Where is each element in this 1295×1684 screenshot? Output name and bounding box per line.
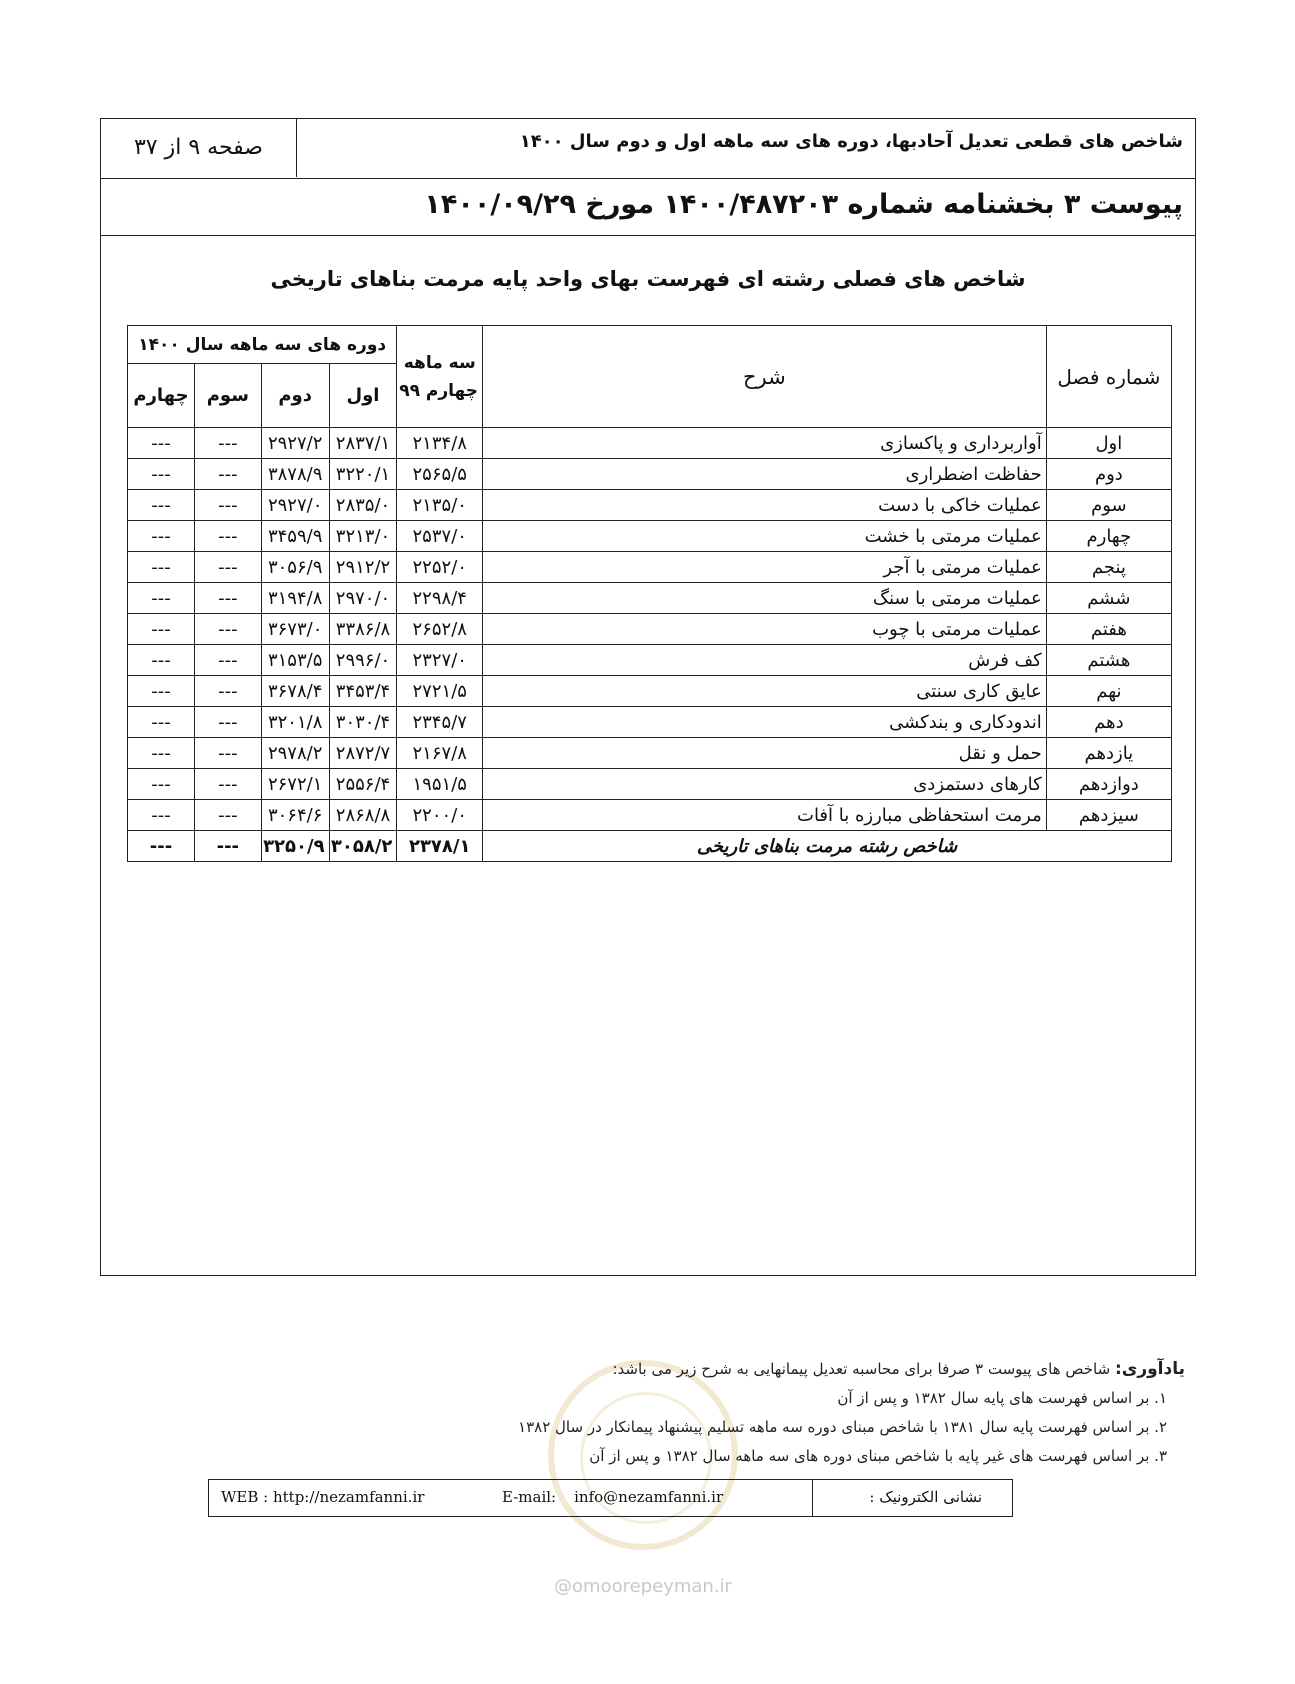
q2-value-cell: ۲۹۷۸/۲ bbox=[261, 738, 329, 769]
page-frame bbox=[100, 118, 1196, 1276]
q1-value-cell: ۲۸۳۵/۰ bbox=[329, 490, 397, 521]
header-q2: دوم bbox=[261, 364, 329, 428]
index-table bbox=[127, 325, 1172, 862]
header-chapter-no: شماره فصل bbox=[1046, 326, 1171, 428]
header-base-period bbox=[397, 326, 483, 428]
q2-value-cell: ۲۶۷۲/۱ bbox=[261, 769, 329, 800]
base-value-cell: ۲۲۹۸/۴ bbox=[397, 583, 483, 614]
q4-value-cell: --- bbox=[128, 645, 195, 676]
total-q3-cell: --- bbox=[194, 831, 261, 862]
header-description: شرح bbox=[483, 326, 1047, 428]
reminder-item: ۳. بر اساس فهرست های غیر پایه با شاخص مبنای دوره های سه ماهه سال ۱۳۸۲ و پس از آن bbox=[589, 1447, 1167, 1465]
q1-value-cell: ۳۲۲۰/۱ bbox=[329, 459, 397, 490]
base-value-cell: ۲۲۵۲/۰ bbox=[397, 552, 483, 583]
q1-value-cell: ۲۵۵۶/۴ bbox=[329, 769, 397, 800]
table-row bbox=[128, 583, 1172, 614]
q1-value-cell: ۲۸۳۷/۱ bbox=[329, 428, 397, 459]
base-value-cell: ۲۵۳۷/۰ bbox=[397, 521, 483, 552]
header-row bbox=[101, 119, 1195, 179]
q3-value-cell: --- bbox=[194, 738, 261, 769]
description-cell: عملیات خاکی با دست bbox=[483, 490, 1047, 521]
chapter-no-cell: دهم bbox=[1046, 707, 1171, 738]
description-cell: عملیات مرمتی با خشت bbox=[483, 521, 1047, 552]
base-value-cell: ۲۶۵۲/۸ bbox=[397, 614, 483, 645]
chapter-no-cell: دوازدهم bbox=[1046, 769, 1171, 800]
reminder-note bbox=[445, 1355, 1185, 1471]
total-q4-cell: --- bbox=[128, 831, 195, 862]
email-label: E-mail: bbox=[502, 1488, 557, 1506]
reminder-intro bbox=[445, 1355, 1185, 1384]
q1-value-cell: ۲۹۱۲/۲ bbox=[329, 552, 397, 583]
chapter-no-cell: پنجم bbox=[1046, 552, 1171, 583]
chapter-no-cell: نهم bbox=[1046, 676, 1171, 707]
q4-value-cell: --- bbox=[128, 428, 195, 459]
reminder-item: ۲. بر اساس فهرست پایه سال ۱۳۸۱ با شاخص مبنای دوره سه ماهه تسلیم پیشنهاد پیمانکار در سال ۱۳۸۲ bbox=[518, 1418, 1167, 1436]
page-number: صفحه ۹ از ۳۷ bbox=[101, 119, 297, 177]
header-quarter-group: دوره های سه ماهه سال ۱۴۰۰ bbox=[128, 326, 397, 364]
q3-value-cell: --- bbox=[194, 769, 261, 800]
header-q3: سوم bbox=[194, 364, 261, 428]
description-cell: عملیات مرمتی با آجر bbox=[483, 552, 1047, 583]
table-row bbox=[128, 707, 1172, 738]
q4-value-cell: --- bbox=[128, 459, 195, 490]
header-base-line2: چهارم ۹۹ bbox=[399, 380, 479, 401]
header-q1: اول bbox=[329, 364, 397, 428]
q1-value-cell: ۳۳۸۶/۸ bbox=[329, 614, 397, 645]
description-cell: عملیات مرمتی با چوب bbox=[483, 614, 1047, 645]
q4-value-cell: --- bbox=[128, 552, 195, 583]
chapter-no-cell: اول bbox=[1046, 428, 1171, 459]
q3-value-cell: --- bbox=[194, 521, 261, 552]
reminder-lead: یادآوری: bbox=[1114, 1359, 1185, 1379]
q4-value-cell: --- bbox=[128, 521, 195, 552]
q3-value-cell: --- bbox=[194, 645, 261, 676]
document-title: شاخص های قطعی تعدیل آحادبها، دوره های سه ماهه اول و دوم سال ۱۴۰۰ bbox=[519, 131, 1183, 152]
base-value-cell: ۲۳۲۷/۰ bbox=[397, 645, 483, 676]
q2-value-cell: ۳۰۵۶/۹ bbox=[261, 552, 329, 583]
q3-value-cell: --- bbox=[194, 459, 261, 490]
table-row bbox=[128, 459, 1172, 490]
total-q1-cell: ۳۰۵۸/۲ bbox=[329, 831, 397, 862]
q1-value-cell: ۳۴۵۳/۴ bbox=[329, 676, 397, 707]
chapter-no-cell: چهارم bbox=[1046, 521, 1171, 552]
q2-value-cell: ۳۱۹۴/۸ bbox=[261, 583, 329, 614]
base-value-cell: ۲۷۲۱/۵ bbox=[397, 676, 483, 707]
q2-value-cell: ۳۲۰۱/۸ bbox=[261, 707, 329, 738]
circular-reference: پیوست ۳ بخشنامه شماره ۱۴۰۰/۴۸۷۲۰۳ مورخ ۱۴۰۰/۰۹/۲۹ bbox=[424, 189, 1183, 220]
q1-value-cell: ۲۸۶۸/۸ bbox=[329, 800, 397, 831]
table-row bbox=[128, 645, 1172, 676]
base-value-cell: ۲۱۶۷/۸ bbox=[397, 738, 483, 769]
total-label: شاخص رشته مرمت بناهای تاریخی bbox=[483, 831, 1172, 862]
q1-value-cell: ۳۰۳۰/۴ bbox=[329, 707, 397, 738]
total-row bbox=[128, 831, 1172, 862]
description-cell: اندودکاری و بندکشی bbox=[483, 707, 1047, 738]
q3-value-cell: --- bbox=[194, 490, 261, 521]
web-link[interactable]: WEB : http://nezamfanni.ir bbox=[221, 1488, 425, 1506]
q3-value-cell: --- bbox=[194, 614, 261, 645]
q3-value-cell: --- bbox=[194, 583, 261, 614]
section-title: شاخص های فصلی رشته ای فهرست بهای واحد پایه مرمت بناهای تاریخی bbox=[270, 267, 1026, 291]
q2-value-cell: ۳۴۵۹/۹ bbox=[261, 521, 329, 552]
chapter-no-cell: یازدهم bbox=[1046, 738, 1171, 769]
description-cell: کارهای دستمزدی bbox=[483, 769, 1047, 800]
q3-value-cell: --- bbox=[194, 800, 261, 831]
q3-value-cell: --- bbox=[194, 428, 261, 459]
reminder-item: ۱. بر اساس فهرست های پایه سال ۱۳۸۲ و پس از آن bbox=[837, 1389, 1167, 1407]
base-value-cell: ۲۳۴۵/۷ bbox=[397, 707, 483, 738]
base-value-cell: ۲۵۶۵/۵ bbox=[397, 459, 483, 490]
q2-value-cell: ۳۱۵۳/۵ bbox=[261, 645, 329, 676]
q4-value-cell: --- bbox=[128, 490, 195, 521]
q2-value-cell: ۲۹۲۷/۲ bbox=[261, 428, 329, 459]
q1-value-cell: ۲۹۹۶/۰ bbox=[329, 645, 397, 676]
chapter-no-cell: هشتم bbox=[1046, 645, 1171, 676]
q4-value-cell: --- bbox=[128, 614, 195, 645]
total-q2-cell: ۳۲۵۰/۹ bbox=[261, 831, 329, 862]
q2-value-cell: ۳۰۶۴/۶ bbox=[261, 800, 329, 831]
description-cell: مرمت استحفاظی مبارزه با آفات bbox=[483, 800, 1047, 831]
total-base-cell: ۲۳۷۸/۱ bbox=[397, 831, 483, 862]
table-row bbox=[128, 676, 1172, 707]
q3-value-cell: --- bbox=[194, 552, 261, 583]
q4-value-cell: --- bbox=[128, 707, 195, 738]
table-row bbox=[128, 490, 1172, 521]
description-cell: حمل و نقل bbox=[483, 738, 1047, 769]
description-cell: حفاظت اضطراری bbox=[483, 459, 1047, 490]
chapter-no-cell: دوم bbox=[1046, 459, 1171, 490]
table-row bbox=[128, 800, 1172, 831]
header-q4: چهارم bbox=[128, 364, 195, 428]
base-value-cell: ۲۱۳۵/۰ bbox=[397, 490, 483, 521]
q4-value-cell: --- bbox=[128, 800, 195, 831]
q3-value-cell: --- bbox=[194, 676, 261, 707]
chapter-no-cell: هفتم bbox=[1046, 614, 1171, 645]
watermark-text: @omoorepeyman.ir bbox=[554, 1576, 732, 1597]
q2-value-cell: ۳۶۷۸/۴ bbox=[261, 676, 329, 707]
q2-value-cell: ۳۶۷۳/۰ bbox=[261, 614, 329, 645]
table-row bbox=[128, 552, 1172, 583]
base-value-cell: ۱۹۵۱/۵ bbox=[397, 769, 483, 800]
email-line bbox=[484, 1488, 723, 1506]
table-row bbox=[128, 521, 1172, 552]
contact-label: نشانی الکترونیک : bbox=[812, 1480, 1012, 1516]
header-base-line1: سه ماهه bbox=[403, 352, 476, 373]
base-value-cell: ۲۱۳۴/۸ bbox=[397, 428, 483, 459]
chapter-no-cell: سوم bbox=[1046, 490, 1171, 521]
q4-value-cell: --- bbox=[128, 738, 195, 769]
contact-box bbox=[208, 1479, 1013, 1517]
q3-value-cell: --- bbox=[194, 707, 261, 738]
q4-value-cell: --- bbox=[128, 583, 195, 614]
q2-value-cell: ۲۹۲۷/۰ bbox=[261, 490, 329, 521]
q1-value-cell: ۳۲۱۳/۰ bbox=[329, 521, 397, 552]
table-row bbox=[128, 428, 1172, 459]
table-row bbox=[128, 769, 1172, 800]
email-link[interactable]: info@nezamfanni.ir bbox=[574, 1488, 724, 1506]
q2-value-cell: ۳۸۷۸/۹ bbox=[261, 459, 329, 490]
description-cell: آواربرداری و پاکسازی bbox=[483, 428, 1047, 459]
table-row bbox=[128, 738, 1172, 769]
chapter-no-cell: ششم bbox=[1046, 583, 1171, 614]
description-cell: عایق کاری سنتی bbox=[483, 676, 1047, 707]
q1-value-cell: ۲۸۷۲/۷ bbox=[329, 738, 397, 769]
description-cell: کف فرش bbox=[483, 645, 1047, 676]
chapter-no-cell: سیزدهم bbox=[1046, 800, 1171, 831]
q4-value-cell: --- bbox=[128, 676, 195, 707]
table-row bbox=[128, 614, 1172, 645]
reminder-text: شاخص های پیوست ۳ صرفا برای محاسبه تعدیل پیمانهایی به شرح زیر می باشد: bbox=[612, 1360, 1111, 1378]
description-cell: عملیات مرمتی با سنگ bbox=[483, 583, 1047, 614]
q1-value-cell: ۲۹۷۰/۰ bbox=[329, 583, 397, 614]
circular-row bbox=[101, 179, 1195, 236]
base-value-cell: ۲۲۰۰/۰ bbox=[397, 800, 483, 831]
q4-value-cell: --- bbox=[128, 769, 195, 800]
